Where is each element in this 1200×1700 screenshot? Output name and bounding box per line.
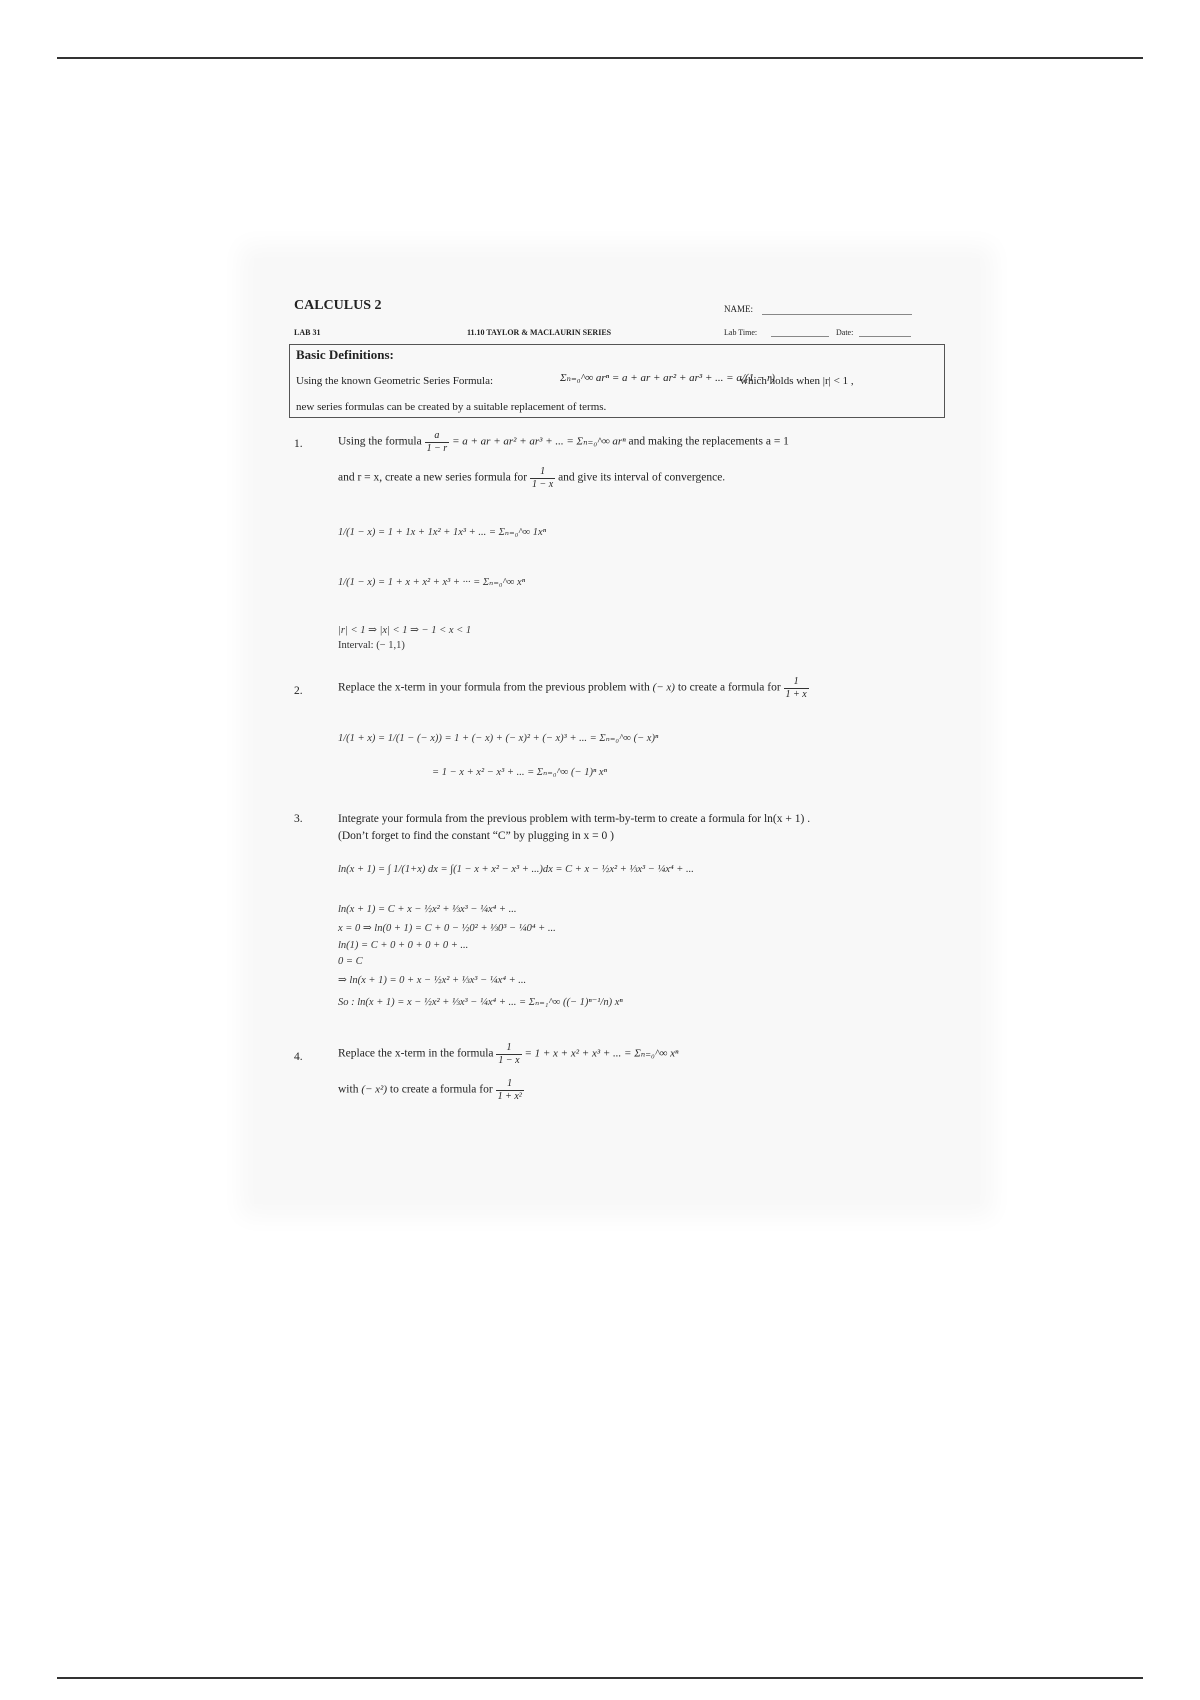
problem-3-text-2: (Don’t forget to find the constant “C” by plugging in x = 0 ) (338, 830, 614, 842)
problem-3-work-line: ln(1) = C + 0 + 0 + 0 + 0 + ... (338, 940, 469, 951)
problem-3-work-line: So : ln(x + 1) = x − ½x² + ⅓x³ − ¼x⁴ + ... = Σₙ₌₁^∞ ((− 1)ⁿ⁻¹/n) xⁿ (338, 997, 623, 1008)
section-title: 11.10 TAYLOR & MACLAURIN SERIES (467, 328, 612, 337)
problem-1-number: 1. (294, 438, 303, 450)
fraction-numerator: a (425, 430, 450, 443)
fraction-denominator: 1 − r (426, 442, 448, 454)
date-blank (859, 336, 911, 337)
fraction-numerator: 1 (496, 1042, 521, 1055)
problem-4-line-1 (338, 1042, 678, 1066)
lab-time-blank (771, 336, 829, 337)
problem-1-line-1 (338, 430, 789, 454)
problem-3-work-line: ⇒ ln(x + 1) = 0 + x − ½x² + ⅓x³ − ¼x⁴ + ... (338, 975, 527, 986)
problem-4-text-2: with (338, 1083, 359, 1096)
fraction (784, 676, 809, 700)
scanned-worksheet (254, 258, 980, 1204)
geometric-series-formula: Σₙ₌₀^∞ arⁿ = a + ar + ar² + ar³ + ... = a/(1 − r) (560, 372, 775, 384)
name-blank (762, 314, 912, 315)
problem-3-text: Integrate your formula from the previous problem with term-by-term to create a formula for ln(x + 1) . (338, 813, 811, 825)
course-title: CALCULUS 2 (294, 298, 382, 313)
problem-2-number: 2. (294, 685, 303, 697)
top-rule (57, 57, 1143, 59)
problem-1-text-2: and r = x, create a new series formula for (338, 471, 528, 484)
problem-2-work-line: = 1 − x + x² − x³ + ... = Σₙ₌₀^∞ (− 1)ⁿ xⁿ (432, 767, 607, 778)
problem-1-work-line: 1/(1 − x) = 1 + 1x + 1x² + 1x³ + ... = Σₙ₌₀^∞ 1xⁿ (338, 527, 547, 538)
lab-number: LAB 31 (294, 328, 321, 337)
basic-definitions-box (289, 344, 945, 418)
convergence-condition: which holds when |r| < 1 , (740, 375, 854, 387)
fraction (425, 430, 450, 454)
problem-1-text-3: and give its interval of convergence. (558, 471, 726, 484)
basic-definitions-text-2: new series formulas can be created by a suitable replacement of terms. (296, 401, 607, 413)
problem-1-interval: Interval: (− 1,1) (338, 640, 405, 651)
fraction (530, 466, 555, 490)
fraction-denominator: 1 + x (785, 688, 807, 700)
problem-1-text: Using the formula (338, 435, 422, 448)
problem-4-line-2 (338, 1078, 524, 1102)
problem-2-line-1 (338, 676, 809, 700)
problem-2-text-2: to create a formula for (677, 681, 781, 694)
fraction-numerator: 1 (496, 1078, 524, 1091)
problem-1-work-line: |r| < 1 ⇒ |x| < 1 ⇒ − 1 < x < 1 (338, 625, 472, 636)
problem-3-work-line: ln(x + 1) = C + x − ½x² + ⅓x³ − ¼x⁴ + ... (338, 904, 517, 915)
problem-3-work-line: x = 0 ⇒ ln(0 + 1) = C + 0 − ½0² + ⅓0³ − ¼0⁴ + ... (338, 923, 556, 934)
problem-4-text: Replace the x-term in the formula (338, 1047, 494, 1060)
problem-1-work-line: 1/(1 − x) = 1 + x + x² + x³ + ··· = Σₙ₌₀^∞ xⁿ (338, 577, 526, 588)
problem-4-series: = 1 + x + x² + x³ + ... = Σₙ₌₀^∞ xⁿ (524, 1047, 679, 1060)
problem-3-work-line: ln(x + 1) = ∫ 1/(1+x) dx = ∫(1 − x + x² − x³ + ...)dx = C + x − ½x² + ⅓x³ − ¼x⁴ + ... (338, 864, 694, 875)
problem-3-number: 3. (294, 813, 303, 825)
problem-1-line-2 (338, 466, 725, 490)
fraction-numerator: 1 (530, 466, 555, 479)
fraction (496, 1078, 524, 1102)
problem-3-work-line: 0 = C (338, 956, 363, 967)
date-label: Date: (836, 328, 854, 337)
problem-2-text: Replace the x-term in your formula from the previous problem with (338, 681, 650, 694)
fraction-denominator: 1 + x² (497, 1090, 522, 1102)
name-label: NAME: (724, 304, 753, 314)
problem-4-number: 4. (294, 1051, 303, 1063)
problem-1-replacements: and making the replacements a = 1 (628, 435, 789, 448)
problem-1-series: = a + ar + ar² + ar³ + ... = Σₙ₌₀^∞ arⁿ (452, 435, 626, 448)
basic-definitions-title: Basic Definitions: (296, 347, 394, 362)
lab-time-label: Lab Time: (724, 328, 758, 337)
fraction-numerator: 1 (784, 676, 809, 689)
problem-2-work-line: 1/(1 + x) = 1/(1 − (− x)) = 1 + (− x) + (− x)² + (− x)³ + ... = Σₙ₌₀^∞ (− x)ⁿ (338, 733, 659, 744)
fraction (496, 1042, 521, 1066)
problem-2-substitution: (− x) (652, 681, 675, 694)
basic-definitions-text: Using the known Geometric Series Formula: (296, 375, 494, 387)
bottom-rule (57, 1677, 1143, 1679)
problem-4-text-3: to create a formula for (389, 1083, 493, 1096)
fraction-denominator: 1 − x (498, 1054, 520, 1066)
fraction-denominator: 1 − x (532, 478, 554, 490)
problem-4-substitution: (− x²) (361, 1083, 388, 1096)
